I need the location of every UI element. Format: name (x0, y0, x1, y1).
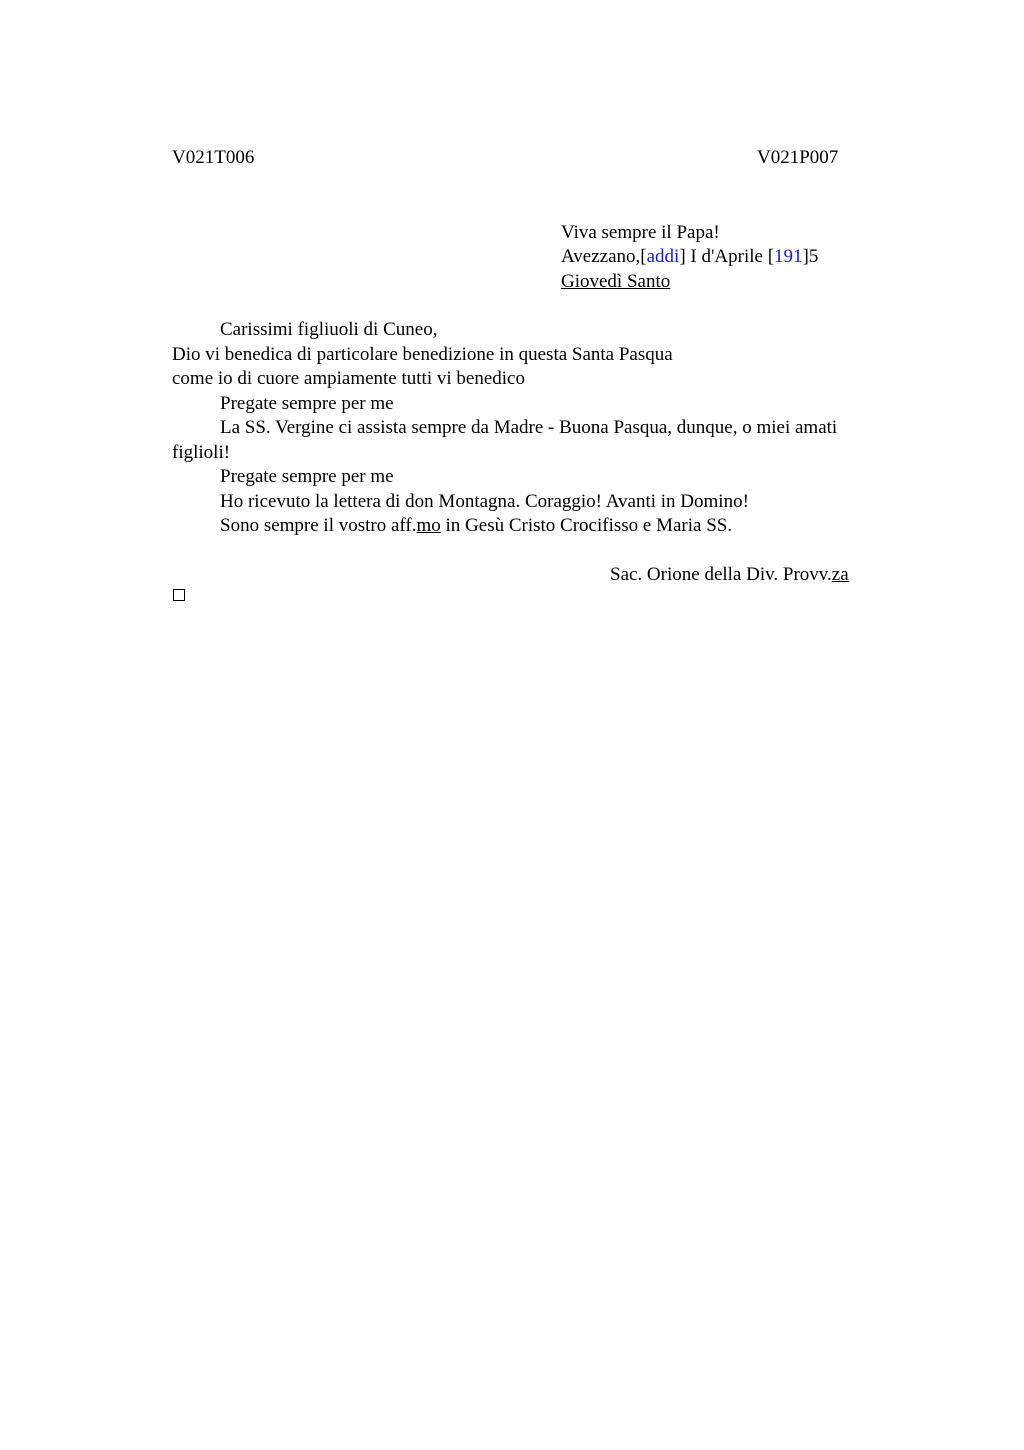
editorial-insert-year: 191 (774, 246, 803, 267)
body-line: La SS. Vergine ci assista sempre da Madre - Buona Pasqua, dunque, o miei amati (220, 417, 838, 438)
heading-motto: Viva sempre il Papa! (561, 222, 720, 243)
date-text: ] I d'Aprile (679, 246, 768, 267)
closing-text: Sono sempre il vostro aff. (220, 515, 417, 536)
closing-abbrev: mo (416, 515, 441, 536)
heading-day: Giovedì Santo (561, 271, 671, 292)
checkbox-square-icon (173, 589, 185, 601)
body-line (220, 514, 732, 538)
body-line: Pregate sempre per me (220, 466, 394, 487)
body-line: Pregate sempre per me (220, 393, 394, 414)
body-line: Dio vi benedica di particolare benedizione in questa Santa Pasqua (172, 344, 673, 365)
signature-abbrev: za (831, 564, 849, 585)
salutation: Carissimi figliuoli di Cuneo, (220, 319, 438, 340)
year-bracket-open: [ (767, 246, 775, 267)
body-line: Ho ricevuto la lettera di don Montagna. Coraggio! Avanti in Domino! (220, 491, 749, 512)
document-code-left: V021T006 (172, 147, 255, 168)
year-close: ]5 (802, 246, 819, 267)
signature-text: Sac. Orione della Div. Provv. (610, 564, 832, 585)
heading-place-date (561, 245, 818, 269)
place: Avezzano, (561, 246, 641, 267)
signature (610, 563, 849, 587)
body-line: figlioli! (172, 442, 231, 463)
closing-text-end: in Gesù Cristo Crocifisso e Maria SS. (440, 515, 733, 536)
bracket-open: [ (640, 246, 647, 267)
editorial-insert-addi: addi (646, 246, 680, 267)
document-code-right: V021P007 (757, 147, 839, 168)
body-line: come io di cuore ampiamente tutti vi benedico (172, 368, 525, 389)
